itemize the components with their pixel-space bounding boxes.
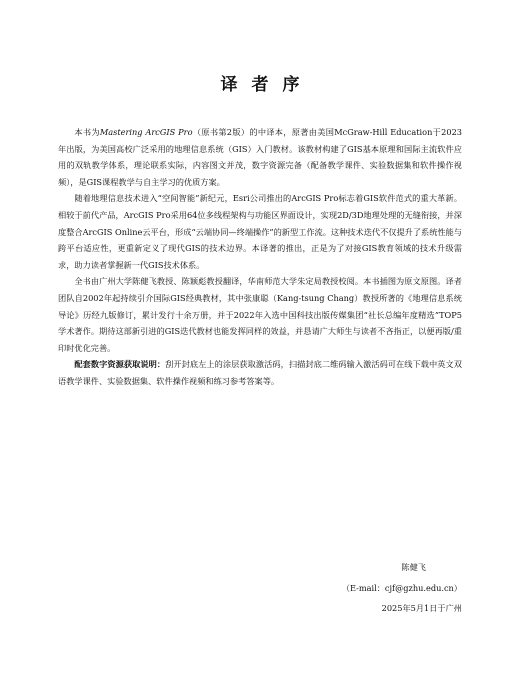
paragraph-1-text: （原书第2版）的中译本，原著由美国McGraw-Hill Education于2023年出版，为美国高校广泛采用的地理信息系统（GIS）入门教材。该教材构建了GIS基本原理和国际主流软件应用的双轨教学体系，理论联系实际，内容图文并茂，数字资源完备（配备教学课件、实验数据集和软件操作视频），是GIS课程教学与自主学习的优质方案。 (58, 127, 462, 187)
paragraph-4 (58, 356, 462, 389)
signature-email: （E-mail：cjf@gzhu.edu.cn） (341, 583, 462, 593)
body-text (58, 124, 462, 390)
resource-text: 刮开封底左上的涂层获取激活码，扫描封底二维码输入激活码可在线下载中英文双语教学课件、实验数据集、软件操作视频和练习参考答案等。 (58, 359, 462, 386)
paragraph-1-intro: 本书为 (74, 127, 100, 137)
document-page (58, 0, 462, 682)
book-title: Mastering ArcGIS Pro (99, 127, 193, 137)
signature-name: 陈健飞 (401, 562, 426, 572)
paragraph-1 (58, 124, 462, 190)
resource-label: 配套数字资源获取说明： (74, 359, 166, 370)
paragraph-2: 随着地理信息技术进入“空间智能”新纪元，Esri公司推出的ArcGIS Pro标志着GIS软件范式的重大革新。相较于前代产品，ArcGIS Pro采用64位多线程架构与功能区界面设计，实现2D/3D地理处理的无缝衔接，并深度整合ArcGIS Online云平台，形成“云端协同—终端操作”的新型工作流。这种技术迭代不仅提升了系统性能与跨平台适应性，更重新定义了现代GIS的技术边界。本译著的推出，正是为了对接GIS教育领域的技术升级需求，助力读者掌握新一代GIS技术体系。 (58, 193, 462, 270)
paragraph-3: 全书由广州大学陈健飞教授、陈颖彪教授翻译，华南师范大学朱定局教授校阅。本书插图为原文原图。译者团队自2002年起持续引介国际GIS经典教材，其中张康聪（Kang-tsung Chang）教授所著的《地理信息系统导论》历经九版修订，累计发行十余万册，并于2022年入选中国科技出版传媒集团“社长总编年度精选”TOP5学术著作。期待这部新引进的GIS迭代教材也能发挥同样的效益，并恳请广大师生与读者不吝指正，以便再版/重印时优化完善。 (58, 276, 462, 353)
signature-date: 2025年5月1日于广州 (381, 603, 462, 613)
page-title: 译者序 (220, 75, 314, 95)
